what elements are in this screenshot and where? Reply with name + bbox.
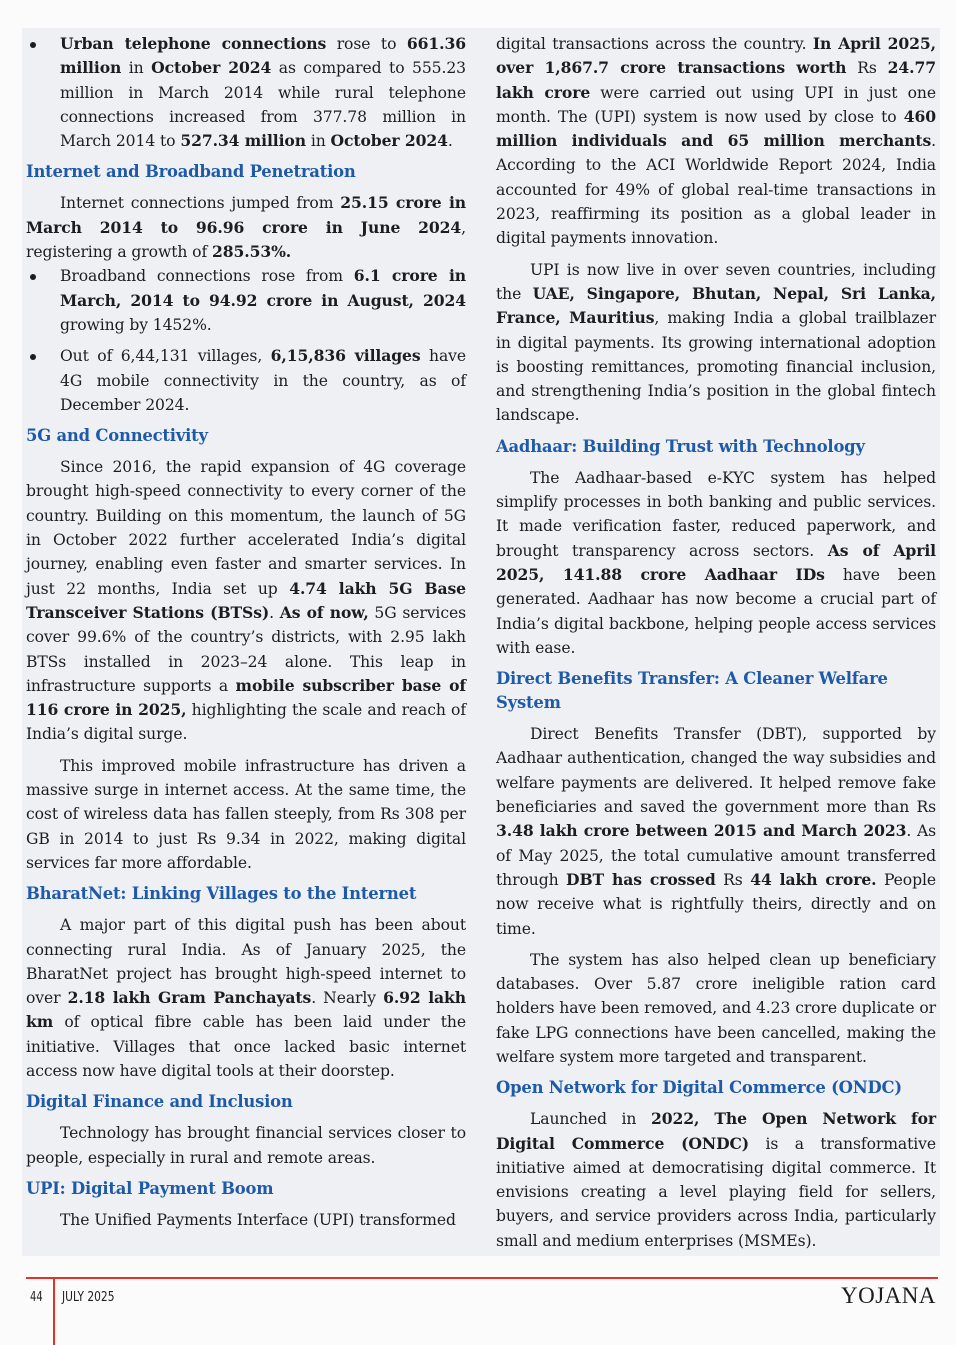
paragraph-upi-start: The Unified Payments Interface (UPI) transformed [60,1210,456,1229]
bullet-icon [30,354,36,360]
heading-internet-broadband: Internet and Broadband Penetration [26,162,356,182]
heading-ondc: Open Network for Digital Commerce (ONDC) [496,1078,902,1098]
bullet-icon [30,274,36,280]
bullet-icon [30,42,36,48]
paragraph-upi-countries: UPI is now live in over seven countries, including the UAE, Singapore, Bhutan, Nepal, Sri Lanka, France, Mauritius, making India a global trailblazer in digital payments. Its growing international adoption is boosting remittances, promoting financial inclusion, and strengthening India’s position in the global fintech landscape. [496,260,936,425]
bold-text: Urban telephone connections [60,34,327,53]
heading-digital-finance: Digital Finance and Inclusion [26,1092,293,1112]
left-column [26,32,466,1232]
heading-dbt: Direct Benefits Transfer: A Cleaner Welfare System [496,669,888,713]
paragraph-ondc: Launched in 2022, The Open Network for Digital Commerce (ONDC) is a transformative initiative aimed at democratising digital commerce. It envisions creating a level playing field for sellers, buyers, and service providers across India, particularly small and medium enterprises (MSMEs). [496,1109,936,1250]
paragraph-digital-finance: Technology has brought financial services closer to people, especially in rural and remote areas. [26,1124,466,1167]
heading-5g: 5G and Connectivity [26,426,208,446]
magazine-name: YOJANA [841,1283,936,1308]
bullet-broadband: Broadband connections rose from 6.1 crore in March, 2014 to 94.92 crore in August, 2024 growing by 1452%. [26,264,466,337]
paragraph-data-cost: This improved mobile infrastructure has driven a massive surge in internet access. At the same time, the cost of wireless data has fallen steeply, from Rs 308 per GB in 2014 to just Rs 9.34 in 2022, making digital services far more affordable. [26,756,466,872]
paragraph-bharatnet: A major part of this digital push has been about connecting rural India. As of January 2025, the BharatNet project has brought high-speed internet to over 2.18 lakh Gram Panchayats. Nearly 6.92 lakh km of optical fibre cable has been laid under the initiative. Villages that once lacked basic internet access now have digital tools at their doorstep. [26,916,466,1080]
issue-date: JULY 2025 [62,1290,115,1305]
footer-divider [53,1277,55,1345]
paragraph-dbt-cleanup: The system has also helped clean up beneficiary databases. Over 5.87 crore ineligible ration card holders have been removed, and 4.23 crore duplicate or fake LPG connections have been cancelled, making the welfare system more targeted and transparent. [496,950,936,1066]
heading-upi: UPI: Digital Payment Boom [26,1178,274,1198]
footer-rule [26,1277,938,1279]
broadband-bullets [26,264,466,417]
paragraph-upi-continued: digital transactions across the country. In April 2025, over 1,867.7 crore transactions worth Rs 24.77 lakh crore were carried out using UPI in just one month. The (UPI) system is now used by close to 460 million individuals and 65 million merchants. According to the ACI Worldwide Report 2024, India accounted for 49% of global real-time transactions in 2023, reaffirming its position as a global leader in digital payments innovation. [496,34,936,248]
right-column [496,32,936,1253]
paragraph-aadhaar: The Aadhaar-based e-KYC system has helped simplify processes in both banking and public services. It made verification faster, reduced paperwork, and brought transparency across sectors. As of April 2025, 141.88 crore Aadhaar IDs have been generated. Aadhaar has now become a crucial part of India’s digital backbone, helping people access services with ease. [496,468,937,657]
page-number: 44 [30,1290,43,1305]
bullet-telephone-connections: Urban telephone connections rose to 661.36 million in October 2024 as compared to 555.23 million in March 2014 while rural telephone connections increased from 377.78 million in March 2014 to 527.34 million in October 2024. [26,32,466,153]
paragraph-internet: Internet connections jumped from 25.15 crore in March 2014 to 96.96 crore in June 2024, registering a growth of 285.53%. [26,193,466,262]
heading-bharatnet: BharatNet: Linking Villages to the Internet [26,884,417,904]
paragraph-5g: Since 2016, the rapid expansion of 4G coverage brought high-speed connectivity to every corner of the country. Building on this momentum, the launch of 5G in October 2022 further accelerated India’s digital journey, enabling even faster and smarter services. In just 22 months, India set up 4.74 lakh 5G Base Transceiver Stations (BTSs). As of now, 5G services cover 99.6% of the country’s districts, with 2.95 lakh BTSs installed in 2023–24 alone. This leap in infrastructure supports a mobile subscriber base of 116 crore in 2025, highlighting the scale and reach of India’s digital surge. [26,458,467,744]
bullet-villages-4g: Out of 6,44,131 villages, 6,15,836 villages have 4G mobile connectivity in the country, as of December 2024. [26,344,466,417]
heading-aadhaar: Aadhaar: Building Trust with Technology [496,436,865,456]
paragraph-dbt: Direct Benefits Transfer (DBT), supported by Aadhaar authentication, changed the way subsidies and welfare payments are delivered. It helped remove fake beneficiaries and saved the government more than Rs 3.48 lakh crore between 2015 and March 2023. As of May 2025, the total cumulative amount transferred through DBT has crossed Rs 44 lakh crore. People now receive what is rightfully theirs, directly and on time. [496,725,937,938]
telephone-bullets [26,32,466,153]
